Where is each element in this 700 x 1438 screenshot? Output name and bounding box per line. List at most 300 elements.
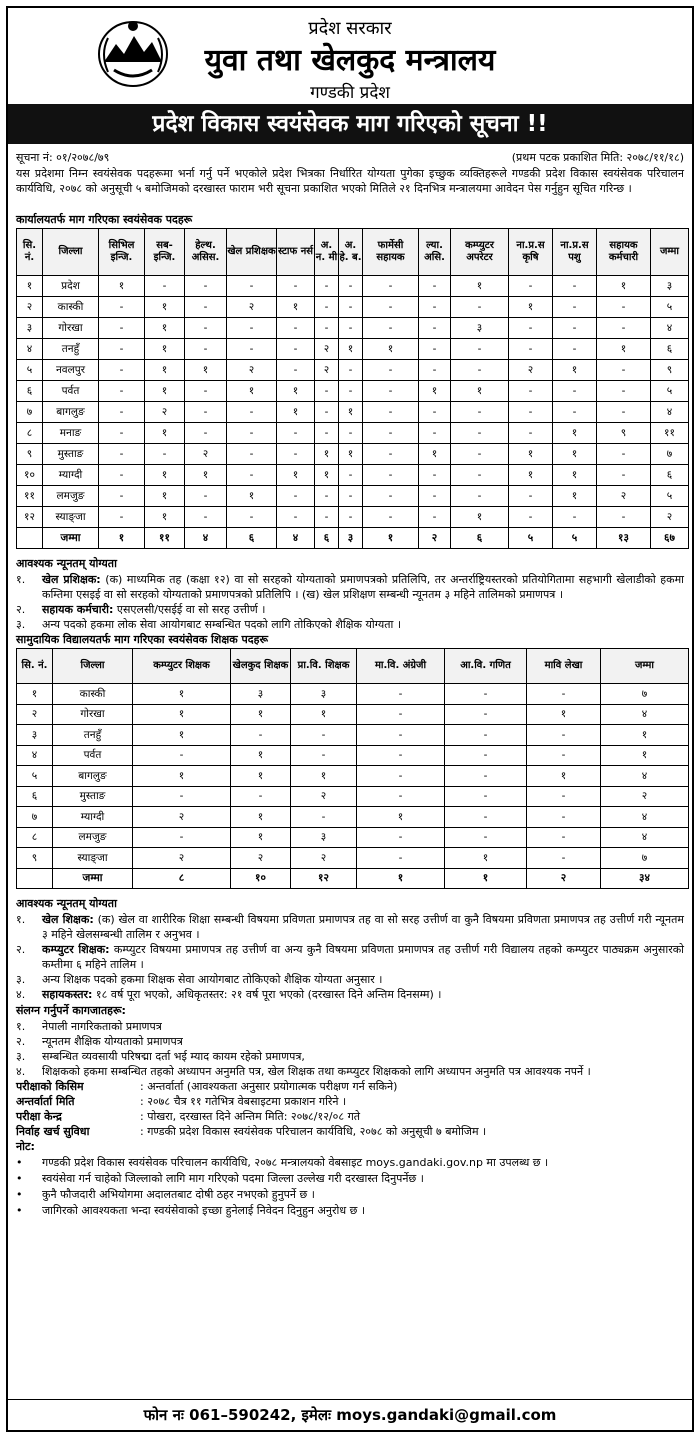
exam-row	[8, 1124, 692, 1139]
table2-cell: -	[357, 827, 445, 848]
table1-header-cell: हेल्थ. असिस.	[185, 229, 227, 276]
table1-row	[17, 507, 689, 528]
table2-cell: मुस्ताङ	[53, 786, 133, 807]
item-body: अन्य पदको हकमा लोक सेवा आयोगबाट सम्बन्धित पदको लागि तोकिएको शैक्षिक योग्यता ।	[42, 618, 401, 631]
table2-cell: १	[133, 704, 231, 725]
table1-cell: -	[553, 339, 597, 360]
table1-cell: कास्की	[43, 297, 99, 318]
table1-cell: -	[277, 486, 315, 507]
table1-cell: -	[363, 507, 419, 528]
table2-cell: १	[17, 684, 53, 705]
table1-header-cell: अ. हे. ब.	[339, 229, 363, 276]
table2-cell: १	[133, 766, 231, 787]
table2-cell: -	[133, 745, 231, 766]
exam-key: परीक्षा केन्द्र	[16, 1110, 62, 1123]
table2-row	[17, 807, 689, 828]
table1-cell: २	[315, 339, 339, 360]
table2-title: सामुदायिक विद्यालयतर्फ माग गरिएका स्वयंसेवक शिक्षक पदहरू	[16, 633, 268, 646]
table1-cell: -	[277, 339, 315, 360]
table2-cell: -	[445, 725, 527, 746]
table1-cell: -	[227, 276, 277, 297]
table1-cell: -	[553, 318, 597, 339]
table1-header-cell: खेल प्रशिक्षक	[227, 229, 277, 276]
table1-cell: -	[99, 381, 145, 402]
table2-cell: ३	[231, 684, 291, 705]
table2-cell: लमजुङ	[53, 827, 133, 848]
table1-cell: १	[185, 465, 227, 486]
table2-cell: गोरखा	[53, 704, 133, 725]
table2-cell: -	[357, 725, 445, 746]
table2-row	[17, 786, 689, 807]
table2-cell: ४	[17, 745, 53, 766]
table2-cell: -	[527, 848, 601, 869]
table2-cell: -	[445, 766, 527, 787]
table2-cell: स्याङ्जा	[53, 848, 133, 869]
table1-cell: १	[339, 402, 363, 423]
table2-row	[17, 848, 689, 869]
exam-details	[8, 1079, 692, 1139]
table1-cell: -	[451, 486, 509, 507]
table2-total-row	[17, 868, 689, 889]
qualification-item	[16, 972, 684, 987]
table1-cell: -	[553, 297, 597, 318]
table1-cell: -	[509, 318, 553, 339]
item-label: सहायकस्तर:	[42, 988, 93, 1001]
table1-cell: स्याङ्जा	[43, 507, 99, 528]
table2-cell: ४	[601, 827, 689, 848]
table1-cell: -	[315, 381, 339, 402]
table1-cell: म्याग्दी	[43, 465, 99, 486]
table1-cell: -	[227, 444, 277, 465]
bullet-icon: •	[16, 1188, 23, 1201]
table1-cell: १	[277, 402, 315, 423]
table1-cell: -	[277, 444, 315, 465]
table1-cell: १	[553, 360, 597, 381]
table1-cell: -	[339, 276, 363, 297]
table1-cell: -	[363, 297, 419, 318]
qualification-item	[16, 912, 684, 942]
table2-cell: -	[291, 725, 357, 746]
table2-cell: -	[445, 786, 527, 807]
table1-cell: १	[597, 276, 651, 297]
table1-cell: -	[597, 465, 651, 486]
table1-header-cell: सिभिल इन्जि.	[99, 229, 145, 276]
exam-value: : अन्तर्वार्ता (आवश्यकता अनुसार प्रयोगात्मक परीक्षण गर्न सकिने)	[140, 1080, 398, 1093]
qualification-section-2	[8, 895, 692, 1002]
table2-header-cell: प्रा.वि. शिक्षक	[291, 649, 357, 684]
table1-total-cell: ५	[553, 528, 597, 549]
table2-total-cell: २	[527, 868, 601, 889]
table2-total-cell	[17, 868, 53, 889]
table1-cell: -	[315, 423, 339, 444]
table2-cell: -	[291, 745, 357, 766]
table1-cell: २	[227, 360, 277, 381]
table1-cell: -	[419, 360, 451, 381]
table2-cell: ३	[291, 684, 357, 705]
exam-value: : २०७८ चैत्र ११ गतेभित्र वेबसाइटमा प्रकाशन गरिने ।	[140, 1095, 347, 1108]
table1-row	[17, 444, 689, 465]
table1-total-cell: ५	[509, 528, 553, 549]
item-number: २.	[16, 603, 26, 616]
table2-cell: पर्वत	[53, 745, 133, 766]
notice-meta	[8, 150, 692, 166]
table2-cell: -	[357, 848, 445, 869]
table1-header-cell: अ. न. मी	[315, 229, 339, 276]
table2-cell: -	[133, 786, 231, 807]
bullet-icon: •	[16, 1156, 23, 1169]
table2-cell: १	[231, 766, 291, 787]
exam-row	[8, 1094, 692, 1109]
note-text: गण्डकी प्रदेश विकास स्वयंसेवक परिचालन कार्यविधि, २०७८ मन्त्रालयको वेबसाइट moys.gandaki.gov.np मा उपलब्ध छ ।	[42, 1156, 549, 1169]
item-text	[42, 912, 684, 942]
exam-value: : पोखरा, दरखास्त दिने अन्तिम मिति: २०७८/१२/०८ गते	[140, 1110, 361, 1123]
item-text	[42, 987, 684, 1002]
table2-cell: ३	[291, 827, 357, 848]
table1-cell: -	[451, 465, 509, 486]
table1-cell: -	[339, 297, 363, 318]
table2-cell: १	[231, 745, 291, 766]
table2-row	[17, 684, 689, 705]
table1-cell: -	[99, 465, 145, 486]
table1-cell: गोरखा	[43, 318, 99, 339]
table1-cell: -	[419, 339, 451, 360]
table1-cell: २	[651, 507, 689, 528]
item-number: ४.	[16, 988, 26, 1001]
table2-cell: -	[527, 827, 601, 848]
table1-cell: १	[145, 465, 185, 486]
table2-row	[17, 745, 689, 766]
table1-cell: -	[339, 318, 363, 339]
table2-total-cell: १२	[291, 868, 357, 889]
table1-cell: १	[509, 465, 553, 486]
item-number: ३.	[16, 618, 26, 631]
table1-cell: -	[451, 360, 509, 381]
documents-heading: संलग्न गर्नुपर्ने कागजातहरू:	[16, 1004, 126, 1017]
table1-cell: ९	[17, 444, 43, 465]
table1-row	[17, 381, 689, 402]
table1-row	[17, 318, 689, 339]
table2-total-cell: १	[445, 868, 527, 889]
table1-cell: १	[419, 444, 451, 465]
table1-cell: १	[419, 381, 451, 402]
table1-cell: ८	[17, 423, 43, 444]
table1-cell: १	[277, 465, 315, 486]
table1-total-cell: जम्मा	[43, 528, 99, 549]
item-body: अन्य शिक्षक पदको हकमा शिक्षक सेवा आयोगबाट तोकिएको शैक्षिक योग्यता अनुसार ।	[42, 973, 383, 986]
table1-cell: ७	[651, 444, 689, 465]
table1-cell: १	[553, 486, 597, 507]
table1-cell: ७	[17, 402, 43, 423]
table2-row	[17, 725, 689, 746]
table2-row	[17, 704, 689, 725]
note-text: जागिरको आवश्यकता भन्दा स्वयंसेवाको इच्छा हुनेलाई निवेदन दिनुहुन अनुरोध छ ।	[42, 1204, 366, 1217]
table2-cell: -	[527, 807, 601, 828]
table2-cell: -	[527, 725, 601, 746]
table2-cell: -	[357, 745, 445, 766]
table1-title: कार्यालयतर्फ माग गरिएका स्वयंसेवक पदहरू	[16, 213, 193, 226]
table1-cell: -	[451, 402, 509, 423]
table1-cell: ४	[17, 339, 43, 360]
table1-cell: -	[363, 423, 419, 444]
table1-total-cell: ११	[145, 528, 185, 549]
table1-cell: -	[185, 486, 227, 507]
table2-cell: ४	[601, 807, 689, 828]
table1-cell: ६	[17, 381, 43, 402]
table1-cell: तनहुँ	[43, 339, 99, 360]
table1-cell: १	[553, 444, 597, 465]
publish-date: (प्रथम पटक प्रकाशित मिति: २०७८/११/१८)	[511, 151, 684, 164]
header	[8, 8, 692, 104]
table1-cell: १	[315, 444, 339, 465]
table1-total-cell: ६	[451, 528, 509, 549]
table2-cell: ३	[17, 725, 53, 746]
note-text: कुनै फौजदारी अभियोगमा अदालतबाट दोषी ठहर नभएको हुनुपर्ने छ ।	[42, 1188, 315, 1201]
table1-cell: -	[419, 402, 451, 423]
table1-cell: -	[99, 318, 145, 339]
table1-cell: १	[145, 423, 185, 444]
table1-cell: १	[17, 276, 43, 297]
table2-cell: -	[445, 684, 527, 705]
table2-cell: बागलुङ	[53, 766, 133, 787]
table1-cell: ३	[451, 318, 509, 339]
table2-header-cell: मावि लेखा	[527, 649, 601, 684]
office-volunteer-table	[16, 228, 689, 549]
table1-header-cell: कम्प्युटर अपरेटर	[451, 229, 509, 276]
document-item	[16, 1064, 684, 1079]
table1-cell: -	[509, 507, 553, 528]
exam-key: परीक्षाको किसिम	[16, 1080, 84, 1093]
table2-cell: १	[231, 704, 291, 725]
table1-row	[17, 465, 689, 486]
table1-cell: १	[145, 360, 185, 381]
table1-cell: -	[597, 402, 651, 423]
table2-cell: -	[445, 704, 527, 725]
table1-header-cell: ना.प्र.स पशु	[553, 229, 597, 276]
table1-cell: २	[185, 444, 227, 465]
table1-cell: -	[363, 465, 419, 486]
item-number: १.	[16, 573, 26, 586]
note-item	[16, 1171, 684, 1187]
table1-cell: -	[509, 276, 553, 297]
table2-total-cell: ८	[133, 868, 231, 889]
table1-total-row	[17, 528, 689, 549]
table1-cell: -	[339, 486, 363, 507]
item-number: १.	[16, 1020, 26, 1033]
table2-cell: १	[527, 766, 601, 787]
item-body: (क) माध्यमिक तह (कक्षा १२) वा सो सरहको योग्यताको प्रमाणपत्रको प्रतिलिपि, तर अन्तर्राष्ट्रियस्तरको प्रतियोगितामा सहभागी खेलाडीको हकमा कम्तिमा एसइई वा सो सरहको योग्यताको प्रमाणपत्रको प्रतिलिपि । (ख) खेल प्रशिक्षण सम्बन्धी न्यूनतम ३ महिने तालिमको प्रमाणपत्र ।	[42, 573, 685, 601]
table1-cell: -	[339, 423, 363, 444]
province-title: गण्डकी प्रदेश	[310, 83, 390, 103]
table1-cell: -	[419, 423, 451, 444]
item-text	[42, 602, 684, 617]
school-teacher-table	[16, 648, 689, 889]
qualification-heading-1: आवश्यक न्यूनतम् योग्यता	[16, 557, 117, 570]
table1-cell: ९	[651, 360, 689, 381]
table1-cell: ५	[651, 381, 689, 402]
table1-cell: -	[185, 297, 227, 318]
table1-cell: -	[597, 360, 651, 381]
table1-cell: ६	[651, 339, 689, 360]
table1-cell: १	[363, 339, 419, 360]
document-item	[16, 1034, 684, 1049]
table1-cell: २	[509, 360, 553, 381]
table2-cell: -	[231, 786, 291, 807]
item-label: कम्प्युटर शिक्षक:	[42, 943, 110, 956]
item-text	[42, 942, 684, 972]
table2-cell: १	[357, 807, 445, 828]
table1-cell: ४	[651, 402, 689, 423]
table1-cell: बागलुङ	[43, 402, 99, 423]
table1-cell: -	[451, 297, 509, 318]
table1-cell: -	[277, 276, 315, 297]
table2-cell: -	[527, 684, 601, 705]
table2-cell: २	[601, 786, 689, 807]
table1-row	[17, 297, 689, 318]
table1-cell: -	[419, 297, 451, 318]
table1-cell: ५	[651, 297, 689, 318]
table1-cell: ४	[651, 318, 689, 339]
table1-cell: -	[509, 486, 553, 507]
table2-cell: २	[291, 786, 357, 807]
table2-cell: -	[357, 684, 445, 705]
item-text: शिक्षकको हकमा सम्बन्धित तहको अध्यापन अनुमति पत्र, खेल शिक्षक तथा कम्प्युटर शिक्षकको लागि अध्यापन अनुमति पत्र आवश्यक नपर्ने ।	[42, 1065, 591, 1078]
table1-cell: -	[451, 444, 509, 465]
document-item	[16, 1019, 684, 1034]
table1-cell: -	[227, 339, 277, 360]
table1-cell: -	[99, 423, 145, 444]
table1-header-cell: सहायक कर्मचारी	[597, 229, 651, 276]
table1-cell: -	[227, 318, 277, 339]
table1-cell: -	[277, 423, 315, 444]
table1-row	[17, 276, 689, 297]
qualification-item	[16, 942, 684, 972]
table1-header-cell: ना.प्र.स कृषि	[509, 229, 553, 276]
item-body: (क) खेल वा शारीरिक शिक्षा सम्बन्धी विषयमा प्रविणता प्रमाणपत्र तह वा सो सरह उत्तीर्ण वा कुनै विषयमा प्रविणता प्रमाणपत्र तह उत्तीर्ण गरी न्यूनतम ३ महिने खेलसम्बन्धी तालिम र अनुभव ।	[42, 913, 684, 941]
table2-cell: १	[291, 704, 357, 725]
table1-cell: ५	[651, 486, 689, 507]
table1-total-cell: ६	[315, 528, 339, 549]
table1-cell: -	[509, 402, 553, 423]
note-text: स्वयंसेवा गर्न चाहेको जिल्लाको लागि माग गरिएको पदमा जिल्ला उल्लेख गरी दरखास्त दिनुपर्नेछ ।	[42, 1172, 424, 1185]
table1-total-cell: ४	[185, 528, 227, 549]
table1-total-cell: ४	[277, 528, 315, 549]
table1-cell: -	[185, 423, 227, 444]
table1-cell: १	[145, 486, 185, 507]
table1-cell: -	[315, 318, 339, 339]
table2-header-cell: जम्मा	[601, 649, 689, 684]
table1-cell: १	[553, 423, 597, 444]
item-body: कम्प्युटर विषयमा प्रमाणपत्र तह उत्तीर्ण वा अन्य कुनै विषयमा प्रविणता प्रमाणपत्र तह उत्तीर्ण गरी विद्यालय तहको कम्प्युटर पाठ्यक्रम अनुसारको कम्तीमा ६ महिने तालिम ।	[42, 943, 684, 971]
exam-key: अन्तर्वार्ता मिति	[16, 1095, 75, 1108]
table2-cell: -	[133, 827, 231, 848]
table1-cell: -	[145, 444, 185, 465]
table1-cell: -	[227, 507, 277, 528]
qualification-heading-2: आवश्यक न्यूनतम् योग्यता	[16, 897, 117, 910]
qualification-item	[16, 617, 684, 632]
table2-cell: ७	[17, 807, 53, 828]
table2-cell: २	[17, 704, 53, 725]
table2-cell: -	[445, 745, 527, 766]
table1-cell: २	[17, 297, 43, 318]
note-item	[16, 1203, 684, 1219]
table1-cell: -	[277, 360, 315, 381]
table2-total-cell: ३४	[601, 868, 689, 889]
table1-cell: -	[277, 318, 315, 339]
exam-value: : गण्डकी प्रदेश विकास स्वयंसेवक परिचालन कार्यविधि, २०७८ को अनुसूची ७ बमोजिम ।	[140, 1125, 487, 1138]
table2-cell: ९	[17, 848, 53, 869]
table1-cell: १	[145, 297, 185, 318]
table1-cell: मनाङ	[43, 423, 99, 444]
item-body: एसएलसी/एसईई वा सो सरह उत्तीर्ण ।	[113, 603, 266, 616]
table2-cell: ७	[601, 684, 689, 705]
table1-row	[17, 339, 689, 360]
table2-cell: -	[357, 704, 445, 725]
ministry-title: युवा तथा खेलकुद मन्त्रालय	[204, 43, 496, 78]
table2-cell: २	[291, 848, 357, 869]
table2-row	[17, 827, 689, 848]
table1-cell: -	[99, 297, 145, 318]
table1-cell: -	[363, 276, 419, 297]
table2-header-cell: कम्प्युटर शिक्षक	[133, 649, 231, 684]
table1-cell: -	[553, 402, 597, 423]
table1-cell: -	[509, 423, 553, 444]
table2-cell: २	[231, 848, 291, 869]
table2-cell: १	[133, 725, 231, 746]
table1-cell: -	[597, 381, 651, 402]
table1-cell: २	[145, 402, 185, 423]
notice-number: सूचना नं: ०१/२०७८/७९	[16, 151, 110, 164]
table1-cell: १	[451, 276, 509, 297]
table1-cell: -	[339, 507, 363, 528]
table2-cell: १	[231, 827, 291, 848]
table1-cell: १	[315, 465, 339, 486]
table1-cell: -	[363, 360, 419, 381]
table1-cell: -	[363, 318, 419, 339]
item-label: खेल शिक्षक:	[42, 913, 94, 926]
table1-row	[17, 486, 689, 507]
table1-cell: २	[227, 297, 277, 318]
table1-cell: -	[315, 276, 339, 297]
table1-cell: -	[315, 507, 339, 528]
table1-cell: -	[185, 507, 227, 528]
table1-cell: -	[185, 318, 227, 339]
table2-cell: -	[527, 786, 601, 807]
table1-cell: -	[419, 486, 451, 507]
table1-cell: -	[99, 402, 145, 423]
table1-cell: १	[145, 318, 185, 339]
table1-cell: -	[553, 276, 597, 297]
table1-total-cell: ६७	[651, 528, 689, 549]
item-body: १८ वर्ष पूरा भएको, अधिकृतस्तर: २१ वर्ष पूरा भएको (दरखास्त दिने अन्तिम दिनसम्म) ।	[92, 988, 442, 1001]
table1-total-cell: ६	[227, 528, 277, 549]
table1-cell: -	[99, 360, 145, 381]
table2-cell: -	[445, 827, 527, 848]
item-text: सम्बन्धित व्यवसायी परिषद्मा दर्ता भई म्याद कायम रहेको प्रमाणपत्र,	[42, 1050, 305, 1063]
bullet-icon: •	[16, 1172, 23, 1185]
item-text: न्यूनतम शैक्षिक योग्यताको प्रमाणपत्र	[42, 1035, 183, 1048]
table1-header-cell: ल्या. असि.	[419, 229, 451, 276]
item-text	[42, 972, 684, 987]
table1-cell: -	[277, 507, 315, 528]
table1-cell: -	[315, 486, 339, 507]
table1-cell: -	[185, 381, 227, 402]
table2-cell: ४	[601, 704, 689, 725]
table1-cell: -	[597, 318, 651, 339]
table1-cell: ३	[651, 276, 689, 297]
table1-cell: १	[227, 381, 277, 402]
table1-cell: १	[99, 276, 145, 297]
table1-cell: ९	[597, 423, 651, 444]
